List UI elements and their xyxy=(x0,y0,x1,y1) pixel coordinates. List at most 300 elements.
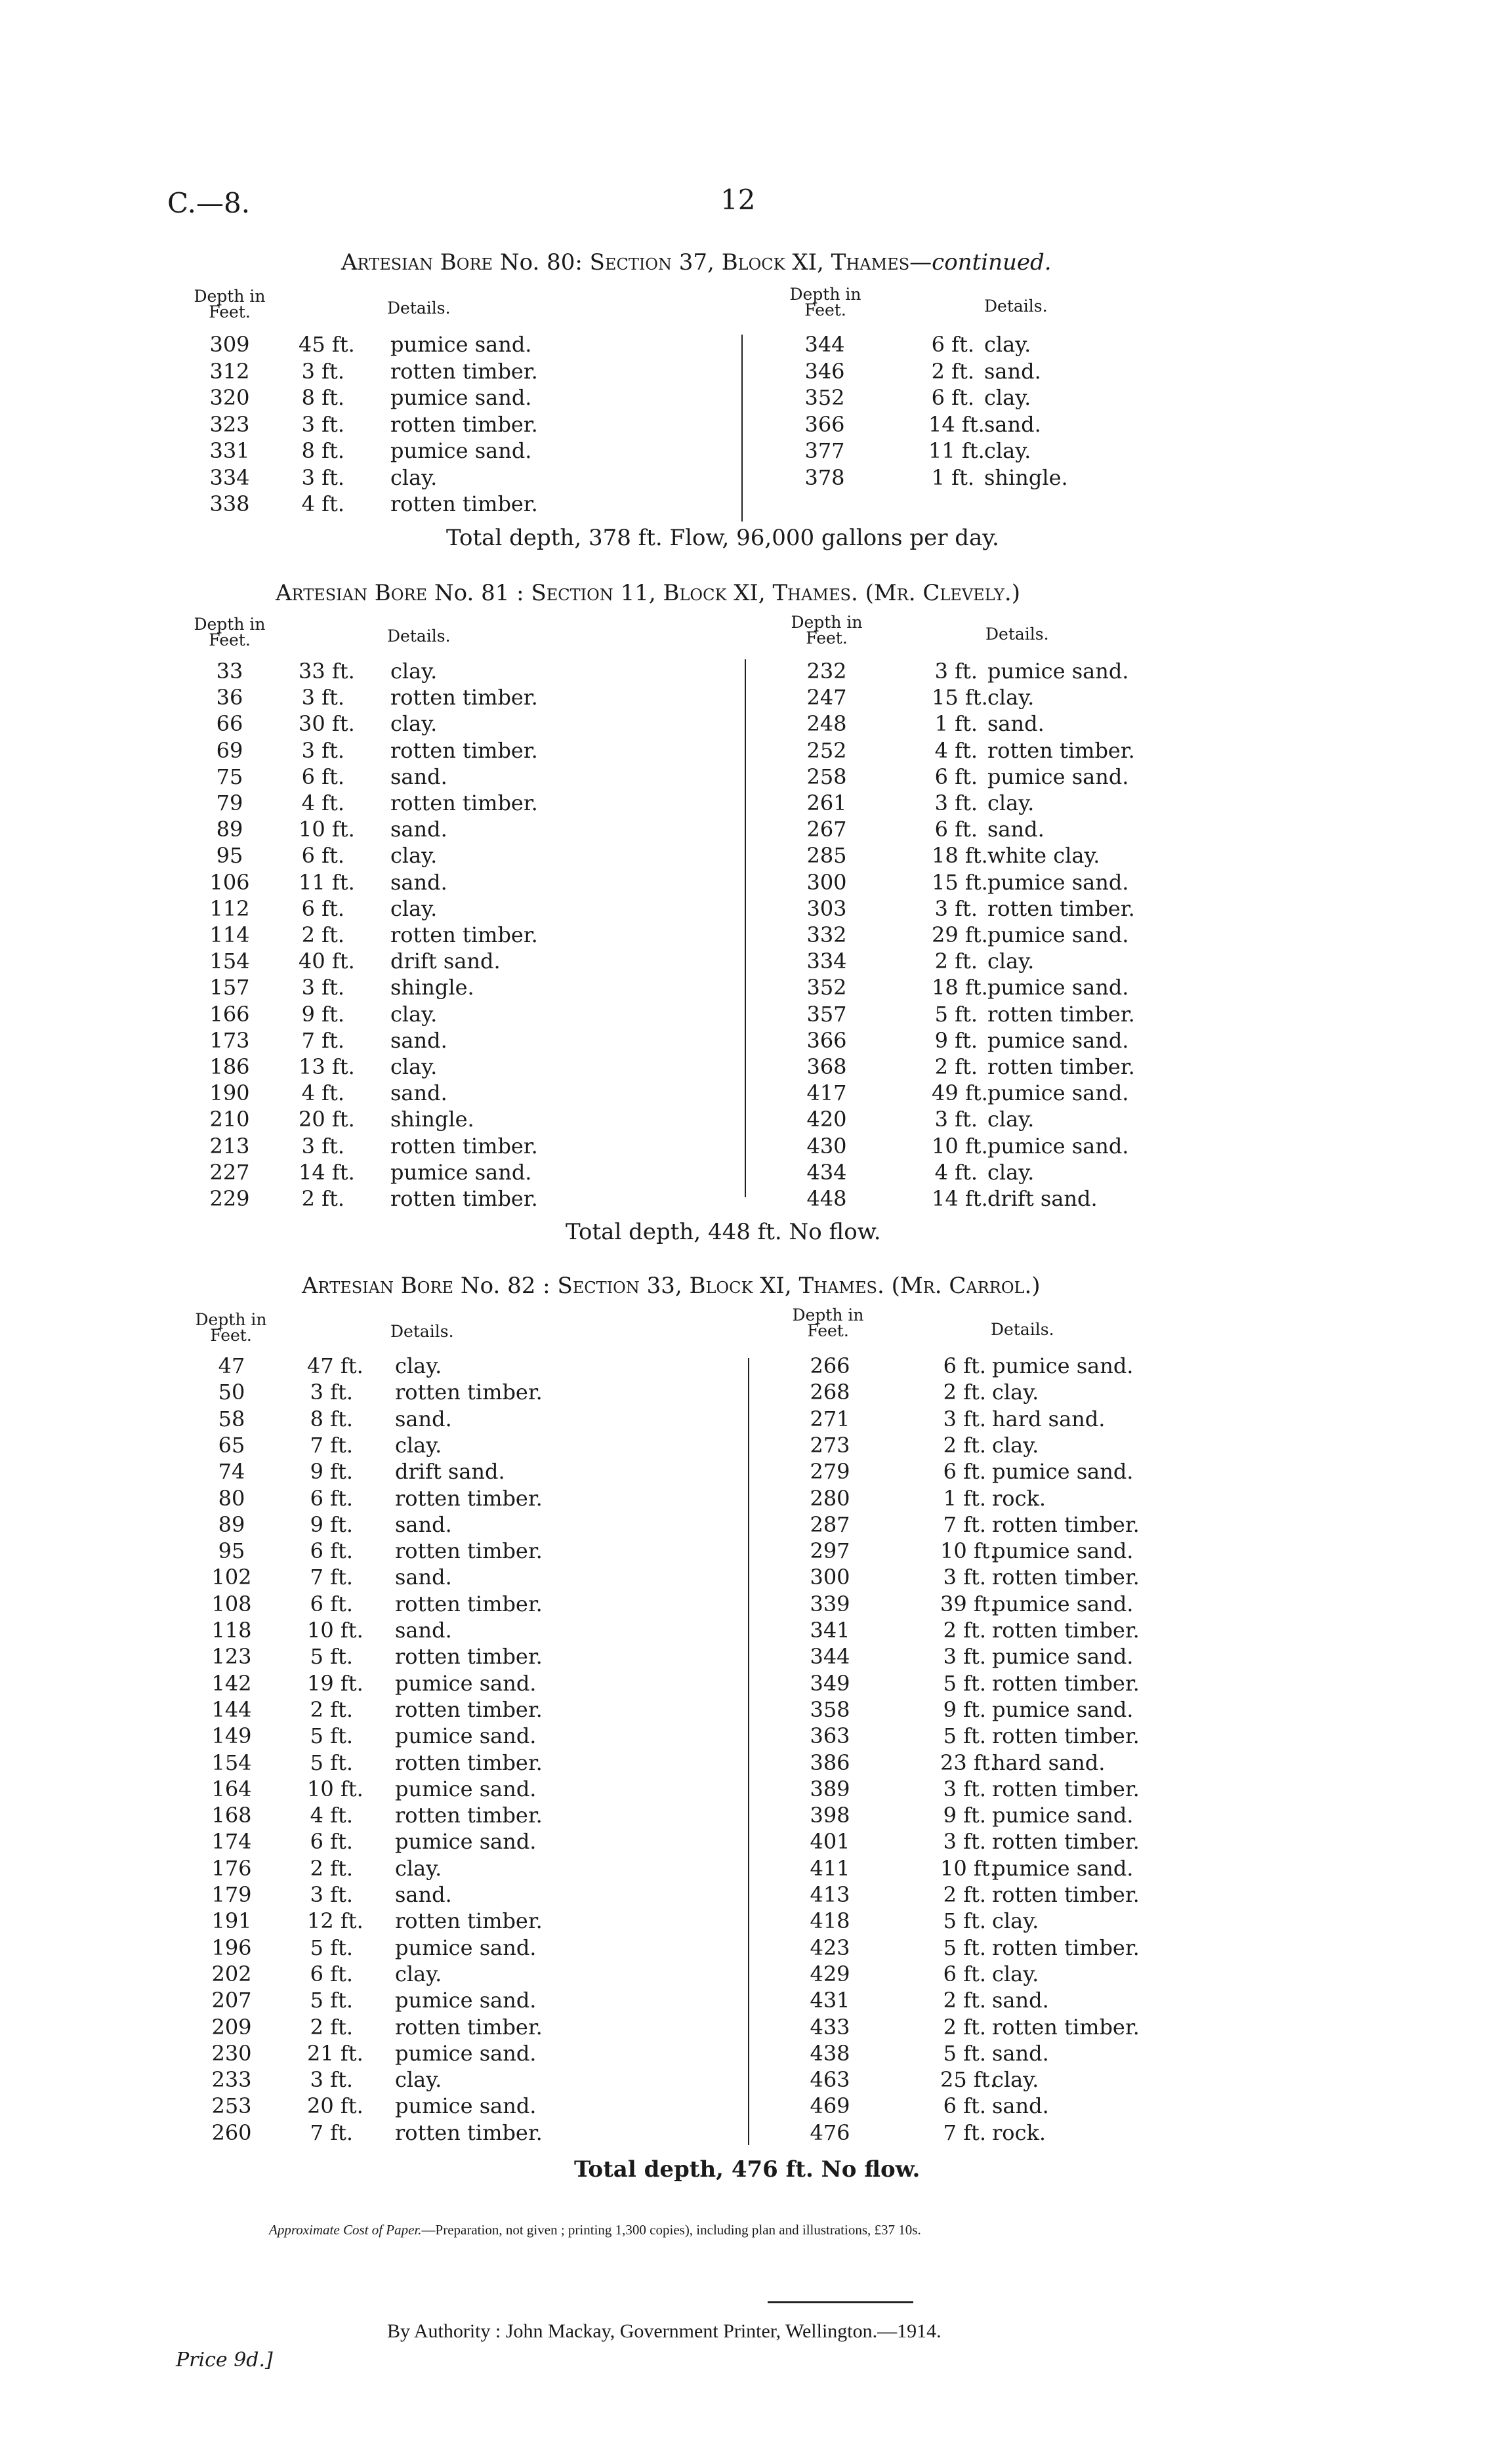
thickness-value: 6 ft. xyxy=(943,1961,986,1986)
depth-header: Depth in Feet. xyxy=(791,613,863,647)
thickness-value: 8 ft. xyxy=(301,385,344,410)
bore-title-prefix: Artesian Bore xyxy=(302,1273,454,1299)
bore-title-block-label: Block xyxy=(721,249,785,276)
stratum-description: clay. xyxy=(992,1908,1039,1934)
stratum-description: rotten timber. xyxy=(992,1618,1140,1643)
stratum-description: rotten timber. xyxy=(992,1882,1140,1907)
depth-value: 176 xyxy=(211,1855,252,1881)
stratum-description: rotten timber. xyxy=(992,1670,1140,1696)
depth-value: 344 xyxy=(810,1644,850,1670)
stratum-description: clay. xyxy=(390,1054,438,1079)
depth-value: 417 xyxy=(806,1080,847,1106)
page-number: 12 xyxy=(720,184,756,216)
depth-value: 273 xyxy=(810,1432,850,1458)
stratum-description: white clay. xyxy=(987,843,1100,869)
thickness-value: 8 ft. xyxy=(301,438,344,463)
stratum-description: rotten timber. xyxy=(390,737,538,763)
bore-title-owner: (Mr. Clevely.) xyxy=(865,580,1020,606)
stratum-description: rotten timber. xyxy=(987,1001,1135,1027)
depth-value: 476 xyxy=(810,2120,850,2145)
depth-value: 358 xyxy=(810,1696,850,1722)
depth-value: 253 xyxy=(211,2093,252,2119)
thickness-value: 15 ft. xyxy=(932,869,988,895)
stratum-description: sand. xyxy=(395,1406,452,1431)
thickness-value: 2 ft. xyxy=(943,1380,986,1405)
thickness-value: 5 ft. xyxy=(943,1723,986,1749)
depth-value: 434 xyxy=(806,1159,847,1185)
stratum-description: sand. xyxy=(390,1027,447,1053)
cost-label: Approximate Cost of Paper. xyxy=(269,2222,422,2238)
thickness-value: 12 ft. xyxy=(307,1908,363,1934)
depth-value: 271 xyxy=(810,1406,850,1431)
depth-value: 261 xyxy=(806,791,847,815)
stratum-description: sand. xyxy=(390,817,447,842)
depth-value: 66 xyxy=(216,711,243,737)
thickness-value: 6 ft. xyxy=(301,764,344,789)
stratum-description: shingle. xyxy=(390,975,474,1000)
stratum-description: sand. xyxy=(987,817,1045,842)
thickness-value: 45 ft. xyxy=(299,332,355,357)
thickness-value: 3 ft. xyxy=(934,1107,978,1132)
thickness-value: 25 ft. xyxy=(940,2067,997,2093)
depth-value: 102 xyxy=(211,1565,252,1590)
stratum-description: pumice sand. xyxy=(395,1723,537,1749)
stratum-description: rotten timber. xyxy=(390,685,538,710)
stratum-description: pumice sand. xyxy=(395,1988,537,2013)
stratum-description: rotten timber. xyxy=(390,922,538,947)
depth-value: 352 xyxy=(804,385,845,410)
depth-value: 309 xyxy=(209,332,250,357)
bore-80-title xyxy=(341,249,1052,276)
thickness-value: 7 ft. xyxy=(310,1565,353,1590)
thickness-value: 4 ft. xyxy=(934,1159,978,1185)
thickness-value: 10 ft. xyxy=(307,1618,363,1643)
depth-value: 469 xyxy=(810,2093,850,2119)
thickness-value: 6 ft. xyxy=(310,1485,353,1511)
stratum-description: rotten timber. xyxy=(395,1750,543,1775)
stratum-description: pumice sand. xyxy=(992,1459,1134,1485)
depth-value: 95 xyxy=(218,1538,245,1564)
stratum-description: clay. xyxy=(984,332,1031,357)
depth-value: 346 xyxy=(804,358,845,384)
thickness-value: 4 ft. xyxy=(301,491,344,516)
thickness-value: 2 ft. xyxy=(943,1988,986,2013)
footer-rule xyxy=(768,2301,913,2303)
depth-value: 418 xyxy=(810,1908,850,1934)
stratum-description: clay. xyxy=(390,711,438,737)
thickness-value: 3 ft. xyxy=(310,1882,353,1907)
depth-value: 209 xyxy=(211,2014,252,2040)
stratum-description: rotten timber. xyxy=(987,1054,1135,1079)
stratum-description: sand. xyxy=(395,1882,452,1907)
thickness-value: 7 ft. xyxy=(943,1511,986,1537)
depth-value: 168 xyxy=(211,1803,252,1828)
stratum-description: drift sand. xyxy=(390,949,501,974)
depth-value: 252 xyxy=(806,737,847,763)
stratum-description: rotten timber. xyxy=(992,1935,1140,1960)
depth-value: 210 xyxy=(209,1107,250,1132)
stratum-description: clay. xyxy=(395,1855,442,1881)
thickness-value: 4 ft. xyxy=(301,791,344,815)
thickness-value: 6 ft. xyxy=(310,1538,353,1564)
thickness-value: 1 ft. xyxy=(943,1485,986,1511)
depth-value: 287 xyxy=(810,1511,850,1537)
depth-value: 386 xyxy=(810,1750,850,1775)
stratum-description: rotten timber. xyxy=(395,1908,543,1934)
stratum-description: pumice sand. xyxy=(987,1027,1129,1053)
stratum-description: pumice sand. xyxy=(390,438,532,463)
depth-value: 303 xyxy=(806,895,847,921)
stratum-description: rotten timber. xyxy=(987,895,1135,921)
depth-value: 349 xyxy=(810,1670,850,1696)
cost-of-paper-note xyxy=(269,2222,921,2238)
stratum-description: rotten timber. xyxy=(992,1565,1140,1590)
stratum-description: rotten timber. xyxy=(390,358,538,384)
thickness-value: 5 ft. xyxy=(934,1001,978,1027)
bore-title-number: No. 82 : xyxy=(460,1273,550,1299)
depth-value: 89 xyxy=(218,1511,245,1537)
depth-value: 339 xyxy=(810,1591,850,1616)
depth-value: 332 xyxy=(806,922,847,947)
stratum-description: clay. xyxy=(984,385,1031,410)
depth-value: 154 xyxy=(209,949,250,974)
thickness-value: 2 ft. xyxy=(310,1855,353,1881)
stratum-description: clay. xyxy=(992,1961,1039,1986)
thickness-value: 5 ft. xyxy=(310,1750,353,1775)
thickness-value: 5 ft. xyxy=(310,1935,353,1960)
depth-value: 144 xyxy=(211,1696,252,1722)
thickness-value: 10 ft. xyxy=(940,1538,997,1564)
stratum-description: pumice sand. xyxy=(390,332,532,357)
thickness-value: 6 ft. xyxy=(301,895,344,921)
thickness-value: 11 ft. xyxy=(928,438,985,463)
depth-value: 202 xyxy=(211,1961,252,1986)
depth-value: 114 xyxy=(209,922,250,947)
thickness-value: 3 ft. xyxy=(934,895,978,921)
depth-value: 248 xyxy=(806,711,847,737)
depth-value: 247 xyxy=(806,685,847,710)
depth-header: Depth in Feet. xyxy=(194,615,266,649)
depth-value: 448 xyxy=(806,1186,847,1211)
depth-value: 33 xyxy=(216,659,243,684)
stratum-description: rotten timber. xyxy=(992,1829,1140,1855)
thickness-value: 9 ft. xyxy=(934,1027,978,1053)
depth-value: 357 xyxy=(806,1001,847,1027)
stratum-description: sand. xyxy=(390,764,447,789)
stratum-description: pumice sand. xyxy=(992,1855,1134,1881)
stratum-description: sand. xyxy=(390,869,447,895)
thickness-value: 3 ft. xyxy=(934,791,978,815)
bore-81-title xyxy=(276,580,1020,606)
bore-title-section-label: Section xyxy=(589,249,672,276)
depth-value: 368 xyxy=(806,1054,847,1079)
depth-value: 123 xyxy=(211,1644,252,1670)
thickness-value: 3 ft. xyxy=(301,358,344,384)
stratum-description: pumice sand. xyxy=(992,1644,1134,1670)
stratum-description: pumice sand. xyxy=(987,869,1129,895)
depth-value: 95 xyxy=(216,843,243,869)
column-divider xyxy=(745,659,746,1197)
depth-value: 174 xyxy=(211,1829,252,1855)
depth-value: 431 xyxy=(810,1988,850,2013)
depth-value: 420 xyxy=(806,1107,847,1132)
thickness-value: 3 ft. xyxy=(310,1380,353,1405)
depth-value: 285 xyxy=(806,843,847,869)
thickness-value: 7 ft. xyxy=(310,2120,353,2145)
stratum-description: rotten timber. xyxy=(992,1511,1140,1537)
stratum-description: clay. xyxy=(992,1380,1039,1405)
depth-header: Depth in Feet. xyxy=(789,285,861,319)
stratum-description: sand. xyxy=(992,1988,1049,2013)
depth-value: 108 xyxy=(211,1591,252,1616)
depth-value: 260 xyxy=(211,2120,252,2145)
stratum-description: pumice sand. xyxy=(395,1935,537,1960)
thickness-value: 6 ft. xyxy=(310,1829,353,1855)
depth-value: 377 xyxy=(804,438,845,463)
stratum-description: sand. xyxy=(984,411,1041,437)
bore-title-prefix: Artesian Bore xyxy=(341,249,493,276)
thickness-value: 7 ft. xyxy=(301,1027,344,1053)
thickness-value: 3 ft. xyxy=(301,411,344,437)
bore-title-section: 33, xyxy=(646,1273,682,1299)
thickness-value: 11 ft. xyxy=(299,869,355,895)
stratum-description: clay. xyxy=(395,1961,442,1986)
stratum-description: rotten timber. xyxy=(395,1380,543,1405)
thickness-value: 2 ft. xyxy=(934,949,978,974)
stratum-description: clay. xyxy=(987,685,1035,710)
stratum-description: clay. xyxy=(984,438,1031,463)
stratum-description: rotten timber. xyxy=(395,1591,543,1616)
thickness-value: 1 ft. xyxy=(931,464,974,490)
depth-value: 79 xyxy=(216,791,243,815)
thickness-value: 2 ft. xyxy=(301,1186,344,1211)
stratum-description: rotten timber. xyxy=(395,1696,543,1722)
thickness-value: 5 ft. xyxy=(310,1723,353,1749)
stratum-description: clay. xyxy=(390,464,438,490)
depth-value: 157 xyxy=(209,975,250,1000)
bore-title-block: XI, xyxy=(734,580,766,606)
depth-value: 378 xyxy=(804,464,845,490)
bore-title-block: XI, xyxy=(792,249,824,276)
stratum-description: rotten timber. xyxy=(992,2014,1140,2040)
thickness-value: 10 ft. xyxy=(299,817,355,842)
details-header: Details. xyxy=(390,1322,454,1341)
depth-value: 118 xyxy=(211,1618,252,1643)
depth-value: 149 xyxy=(211,1723,252,1749)
stratum-description: rock. xyxy=(992,2120,1046,2145)
thickness-value: 6 ft. xyxy=(943,2093,986,2119)
bore-title-district: Thames xyxy=(831,249,910,276)
stratum-description: rotten timber. xyxy=(390,1186,538,1211)
stratum-description: clay. xyxy=(395,2067,442,2093)
depth-value: 258 xyxy=(806,764,847,789)
thickness-value: 9 ft. xyxy=(943,1803,986,1828)
depth-value: 430 xyxy=(806,1133,847,1159)
depth-value: 232 xyxy=(806,659,847,684)
bore-title-block-label: Block xyxy=(663,580,727,606)
stratum-description: rotten timber. xyxy=(395,2120,543,2145)
depth-value: 36 xyxy=(216,685,243,710)
stratum-description: drift sand. xyxy=(987,1186,1098,1211)
depth-value: 323 xyxy=(209,411,250,437)
bore-title-block: XI, xyxy=(760,1273,792,1299)
stratum-description: rotten timber. xyxy=(395,1485,543,1511)
bore-title-district: Thames. xyxy=(772,580,858,606)
stratum-description: pumice sand. xyxy=(992,1591,1134,1616)
thickness-value: 3 ft. xyxy=(301,685,344,710)
depth-value: 352 xyxy=(806,975,847,1000)
thickness-value: 3 ft. xyxy=(301,1133,344,1159)
thickness-value: 3 ft. xyxy=(943,1644,986,1670)
depth-value: 320 xyxy=(209,385,250,410)
stratum-description: sand. xyxy=(395,1565,452,1590)
thickness-value: 6 ft. xyxy=(310,1961,353,1986)
stratum-description: pumice sand. xyxy=(987,764,1129,789)
bore-title-number: No. 80: xyxy=(499,249,583,276)
stratum-description: sand. xyxy=(390,1080,447,1106)
depth-value: 179 xyxy=(211,1882,252,1907)
depth-value: 389 xyxy=(810,1776,850,1801)
thickness-value: 10 ft. xyxy=(940,1855,997,1881)
thickness-value: 3 ft. xyxy=(301,975,344,1000)
stratum-description: clay. xyxy=(992,1432,1039,1458)
depth-value: 213 xyxy=(209,1133,250,1159)
stratum-description: sand. xyxy=(992,2040,1049,2066)
depth-value: 331 xyxy=(209,438,250,463)
details-header: Details. xyxy=(387,298,451,318)
depth-value: 268 xyxy=(810,1380,850,1405)
stratum-description: clay. xyxy=(395,1353,442,1378)
thickness-value: 2 ft. xyxy=(310,2014,353,2040)
thickness-value: 9 ft. xyxy=(310,1459,353,1485)
depth-value: 69 xyxy=(216,737,243,763)
stratum-description: clay. xyxy=(390,895,438,921)
stratum-description: rotten timber. xyxy=(987,737,1135,763)
stratum-description: pumice sand. xyxy=(992,1803,1134,1828)
thickness-value: 47 ft. xyxy=(307,1353,363,1378)
thickness-value: 4 ft. xyxy=(301,1080,344,1106)
stratum-description: pumice sand. xyxy=(390,385,532,410)
thickness-value: 21 ft. xyxy=(307,2040,363,2066)
thickness-value: 2 ft. xyxy=(310,1696,353,1722)
depth-value: 106 xyxy=(209,869,250,895)
thickness-value: 5 ft. xyxy=(943,2040,986,2066)
stratum-description: sand. xyxy=(395,1618,452,1643)
stratum-description: rotten timber. xyxy=(395,1803,543,1828)
stratum-description: pumice sand. xyxy=(395,2040,537,2066)
thickness-value: 6 ft. xyxy=(310,1591,353,1616)
price-note: Price 9d.] xyxy=(176,2349,273,2372)
thickness-value: 14 ft. xyxy=(299,1159,355,1185)
thickness-value: 20 ft. xyxy=(307,2093,363,2119)
stratum-description: rotten timber. xyxy=(992,1776,1140,1801)
thickness-value: 4 ft. xyxy=(310,1803,353,1828)
thickness-value: 6 ft. xyxy=(301,843,344,869)
depth-value: 279 xyxy=(810,1459,850,1485)
thickness-value: 6 ft. xyxy=(931,385,974,410)
stratum-description: clay. xyxy=(987,949,1035,974)
stratum-description: pumice sand. xyxy=(395,1670,537,1696)
depth-value: 366 xyxy=(804,411,845,437)
depth-header: Depth in Feet. xyxy=(194,287,266,321)
depth-value: 47 xyxy=(218,1353,245,1378)
thickness-value: 5 ft. xyxy=(943,1908,986,1934)
depth-value: 413 xyxy=(810,1882,850,1907)
thickness-value: 3 ft. xyxy=(301,464,344,490)
depth-value: 173 xyxy=(209,1027,250,1053)
thickness-value: 6 ft. xyxy=(943,1459,986,1485)
depth-value: 196 xyxy=(211,1935,252,1960)
thickness-value: 10 ft. xyxy=(932,1133,988,1159)
depth-value: 297 xyxy=(810,1538,850,1564)
stratum-description: sand. xyxy=(987,711,1045,737)
thickness-value: 7 ft. xyxy=(310,1432,353,1458)
depth-value: 65 xyxy=(218,1432,245,1458)
thickness-value: 2 ft. xyxy=(931,358,974,384)
depth-value: 334 xyxy=(209,464,250,490)
depth-value: 300 xyxy=(806,869,847,895)
page-reference: C.—8. xyxy=(167,187,251,219)
bore-title-owner: (Mr. Carrol.) xyxy=(891,1273,1041,1299)
stratum-description: pumice sand. xyxy=(992,1353,1134,1378)
details-header: Details. xyxy=(991,1320,1054,1339)
stratum-description: drift sand. xyxy=(395,1459,505,1485)
details-header: Details. xyxy=(985,625,1049,644)
thickness-value: 19 ft. xyxy=(307,1670,363,1696)
bore-title-section: 37, xyxy=(678,249,714,276)
thickness-value: 2 ft. xyxy=(943,2014,986,2040)
depth-value: 433 xyxy=(810,2014,850,2040)
thickness-value: 2 ft. xyxy=(943,1432,986,1458)
depth-value: 164 xyxy=(211,1776,252,1801)
bore-title-district: Thames. xyxy=(798,1273,884,1299)
stratum-description: hard sand. xyxy=(992,1406,1106,1431)
depth-value: 166 xyxy=(209,1001,250,1027)
stratum-description: clay. xyxy=(987,1159,1035,1185)
thickness-value: 5 ft. xyxy=(310,1988,353,2013)
depth-value: 366 xyxy=(806,1027,847,1053)
depth-value: 341 xyxy=(810,1618,850,1643)
thickness-value: 3 ft. xyxy=(934,659,978,684)
thickness-value: 33 ft. xyxy=(299,659,355,684)
thickness-value: 30 ft. xyxy=(299,711,355,737)
stratum-description: pumice sand. xyxy=(987,1133,1129,1159)
thickness-value: 6 ft. xyxy=(931,332,974,357)
stratum-description: clay. xyxy=(395,1432,442,1458)
details-header: Details. xyxy=(984,297,1048,316)
thickness-value: 2 ft. xyxy=(934,1054,978,1079)
thickness-value: 40 ft. xyxy=(299,949,355,974)
depth-value: 58 xyxy=(218,1406,245,1431)
depth-value: 267 xyxy=(806,817,847,842)
stratum-description: rotten timber. xyxy=(390,791,538,815)
thickness-value: 6 ft. xyxy=(934,817,978,842)
details-header: Details. xyxy=(387,626,451,646)
thickness-value: 9 ft. xyxy=(301,1001,344,1027)
stratum-description: rotten timber. xyxy=(390,491,538,516)
bore-title-number: No. 81 : xyxy=(434,580,524,606)
depth-value: 74 xyxy=(218,1459,245,1485)
depth-value: 423 xyxy=(810,1935,850,1960)
thickness-value: 18 ft. xyxy=(932,843,988,869)
thickness-value: 5 ft. xyxy=(943,1670,986,1696)
thickness-value: 14 ft. xyxy=(928,411,985,437)
depth-value: 80 xyxy=(218,1485,245,1511)
bore-title-section: 11, xyxy=(620,580,656,606)
bore-82-total: Total depth, 476 ft. No flow. xyxy=(574,2156,921,2183)
printer-imprint: By Authority : John Mackay, Government Printer, Wellington.—1914. xyxy=(387,2320,942,2342)
thickness-value: 3 ft. xyxy=(943,1565,986,1590)
